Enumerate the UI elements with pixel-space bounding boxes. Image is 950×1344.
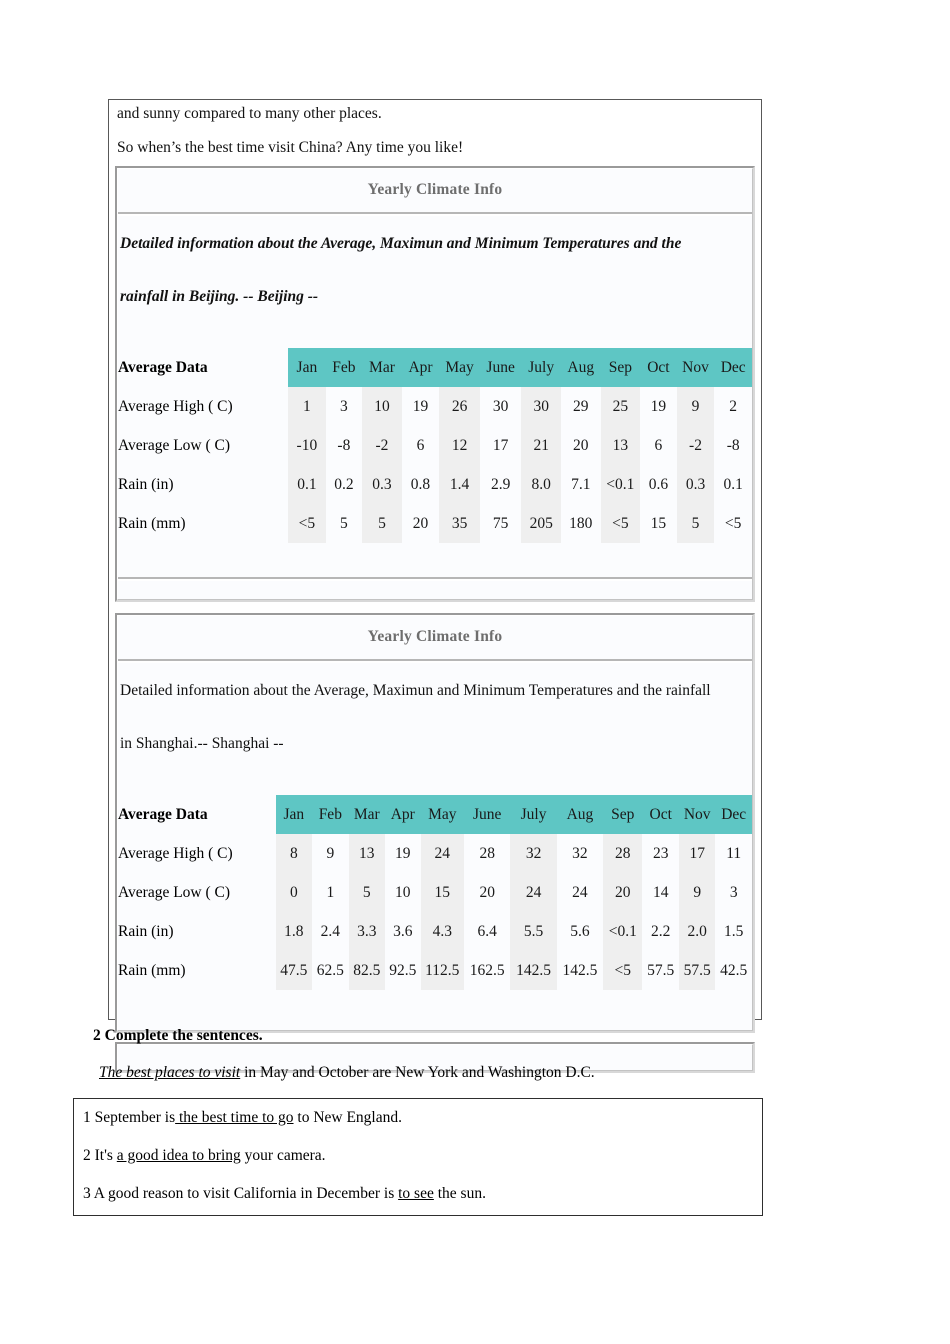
cell-avg-high-mar-beijing: 10 bbox=[362, 387, 402, 426]
cell-rain-mm-sep-shanghai: <5 bbox=[603, 951, 642, 990]
cell-avg-low-oct-beijing: 6 bbox=[654, 436, 663, 454]
cell-rain-mm-apr-shanghai: 92.5 bbox=[389, 961, 417, 979]
cell-rain-mm-may-beijing: 35 bbox=[439, 504, 480, 543]
cell-rain-mm-jan-shanghai: 47.5 bbox=[276, 951, 312, 990]
cell-avg-high-july-shanghai: 32 bbox=[510, 834, 556, 873]
cell-avg-high-apr-beijing: 19 bbox=[412, 397, 429, 415]
climate-table-beijing bbox=[118, 348, 752, 543]
cell-rain-mm-july-beijing: 205 bbox=[521, 504, 561, 543]
cell-avg-low-june-beijing: 17 bbox=[492, 436, 509, 454]
month-header-may-beijing: May bbox=[439, 348, 480, 387]
cell-avg-high-july-beijing: 30 bbox=[521, 387, 561, 426]
month-header-aug-shanghai: Aug bbox=[557, 795, 603, 834]
month-header-mar-beijing: Mar bbox=[362, 348, 402, 387]
row-label-header-beijing: Average Data bbox=[118, 358, 208, 376]
cell-rain-mm-aug-beijing: 180 bbox=[569, 514, 593, 532]
cell-avg-low-may-shanghai: 15 bbox=[421, 873, 464, 912]
month-header-oct-beijing: Oct bbox=[640, 348, 677, 387]
climate-widget-shanghai bbox=[115, 613, 755, 1033]
row-label-avg-low-beijing: Average Low ( C) bbox=[118, 436, 231, 454]
table-row bbox=[118, 873, 752, 912]
cell-rain-mm-oct-beijing: 15 bbox=[650, 514, 667, 532]
row-label-rain-mm-beijing: Rain (mm) bbox=[118, 514, 186, 532]
cell-avg-high-aug-beijing: 29 bbox=[573, 397, 589, 415]
description-spacer-shanghai bbox=[118, 769, 752, 795]
table-row bbox=[118, 504, 752, 543]
month-header-sep-shanghai: Sep bbox=[603, 795, 642, 834]
cell-avg-high-mar-shanghai: 13 bbox=[349, 834, 385, 873]
cell-rain-mm-apr-beijing: 20 bbox=[412, 514, 429, 532]
month-header-dec-beijing: Dec bbox=[714, 348, 752, 387]
cell-avg-low-sep-beijing: 13 bbox=[601, 426, 641, 465]
cell-avg-high-feb-beijing: 3 bbox=[340, 397, 348, 415]
row-label-avg-high-beijing: Average High ( C) bbox=[118, 397, 233, 415]
cell-avg-high-june-shanghai: 28 bbox=[479, 844, 495, 862]
table-row bbox=[118, 834, 752, 873]
cell-avg-high-dec-beijing: 2 bbox=[729, 397, 738, 415]
cell-rain-in-oct-beijing: 0.6 bbox=[648, 475, 669, 493]
month-header-feb-shanghai: Feb bbox=[312, 795, 348, 834]
item-number-3: 3 bbox=[83, 1185, 91, 1202]
exercise-example-answer: The best places to visit bbox=[99, 1064, 241, 1081]
cell-rain-in-feb-shanghai: 2.4 bbox=[320, 922, 340, 940]
item-answer-2: a good idea to bring bbox=[116, 1147, 241, 1164]
cell-rain-in-jan-shanghai: 1.8 bbox=[276, 912, 312, 951]
cell-avg-low-nov-beijing: -2 bbox=[677, 426, 715, 465]
climate-description-line2-shanghai: in Shanghai.-- Shanghai -- bbox=[120, 735, 284, 752]
cell-rain-mm-june-shanghai: 162.5 bbox=[469, 961, 505, 979]
climate-widget-beijing bbox=[115, 166, 755, 602]
month-header-june-beijing: June bbox=[480, 348, 522, 387]
row-label-header-shanghai: Average Data bbox=[118, 805, 208, 823]
cell-avg-low-jan-beijing: -10 bbox=[288, 426, 325, 465]
table-row bbox=[118, 951, 752, 990]
cell-rain-in-apr-beijing: 0.8 bbox=[410, 475, 431, 493]
cell-avg-low-apr-shanghai: 10 bbox=[395, 883, 411, 901]
cell-rain-in-july-shanghai: 5.5 bbox=[510, 912, 556, 951]
cell-avg-low-dec-shanghai: 3 bbox=[729, 883, 738, 901]
cell-rain-mm-feb-shanghai: 62.5 bbox=[316, 961, 344, 979]
month-header-feb-beijing: Feb bbox=[326, 348, 363, 387]
exercise-example bbox=[99, 1064, 595, 1082]
cell-rain-in-jan-beijing: 0.1 bbox=[288, 465, 325, 504]
intro-paragraph-1: and sunny compared to many other places. bbox=[117, 105, 382, 122]
item-text-before-2: It's bbox=[94, 1147, 117, 1164]
table-bottom-spacer-beijing bbox=[118, 543, 752, 577]
climate-widget-inner-shanghai bbox=[117, 615, 753, 1031]
row-label-avg-low-shanghai: Average Low ( C) bbox=[118, 883, 231, 901]
cell-rain-mm-mar-shanghai: 82.5 bbox=[349, 951, 385, 990]
cell-rain-in-june-shanghai: 6.4 bbox=[477, 922, 497, 940]
table-header-row-shanghai bbox=[118, 795, 752, 834]
cell-rain-in-apr-shanghai: 3.6 bbox=[393, 922, 413, 940]
month-header-apr-beijing: Apr bbox=[402, 348, 440, 387]
exercise-answers-box bbox=[73, 1098, 763, 1216]
cell-rain-in-dec-beijing: 0.1 bbox=[723, 475, 743, 493]
list-item bbox=[74, 1175, 762, 1213]
cell-rain-in-dec-shanghai: 1.5 bbox=[724, 922, 744, 940]
cell-rain-in-nov-beijing: 0.3 bbox=[677, 465, 715, 504]
cell-avg-high-oct-shanghai: 23 bbox=[652, 844, 669, 862]
month-header-june-shanghai: June bbox=[464, 795, 510, 834]
cell-rain-in-feb-beijing: 0.2 bbox=[334, 475, 354, 493]
month-header-dec-shanghai: Dec bbox=[715, 795, 752, 834]
cell-avg-high-nov-beijing: 9 bbox=[677, 387, 715, 426]
climate-description-line1-beijing: Detailed information about the Average, Maximun and Minimum Temperatures and the bbox=[120, 235, 682, 252]
cell-avg-low-may-beijing: 12 bbox=[439, 426, 480, 465]
cell-avg-low-dec-beijing: -8 bbox=[726, 436, 740, 454]
cell-avg-low-aug-shanghai: 24 bbox=[572, 883, 588, 901]
month-header-jan-beijing: Jan bbox=[288, 348, 325, 387]
row-label-rain-in-shanghai: Rain (in) bbox=[118, 922, 174, 940]
cell-avg-low-oct-shanghai: 14 bbox=[652, 883, 669, 901]
cell-rain-mm-dec-shanghai: 42.5 bbox=[720, 961, 748, 979]
exercise-example-rest: in May and October are New York and Washington D.C. bbox=[240, 1064, 595, 1081]
item-answer-3: to see bbox=[398, 1185, 434, 1202]
table-row bbox=[118, 387, 752, 426]
cell-rain-in-nov-shanghai: 2.0 bbox=[679, 912, 715, 951]
cell-avg-low-mar-shanghai: 5 bbox=[349, 873, 385, 912]
month-header-mar-shanghai: Mar bbox=[349, 795, 385, 834]
cell-avg-low-nov-shanghai: 9 bbox=[679, 873, 715, 912]
cell-avg-low-july-beijing: 21 bbox=[521, 426, 561, 465]
table-bottom-spacer-shanghai bbox=[118, 990, 752, 1030]
table-row bbox=[118, 465, 752, 504]
climate-widget-title-beijing: Yearly Climate Info bbox=[367, 181, 503, 198]
cell-rain-in-aug-beijing: 7.1 bbox=[571, 475, 591, 493]
cell-avg-high-may-shanghai: 24 bbox=[421, 834, 464, 873]
cell-rain-mm-dec-beijing: <5 bbox=[724, 514, 742, 532]
cell-rain-mm-nov-shanghai: 57.5 bbox=[679, 951, 715, 990]
cell-rain-in-aug-shanghai: 5.6 bbox=[570, 922, 590, 940]
cell-avg-low-aug-beijing: 20 bbox=[573, 436, 589, 454]
climate-description-line2-beijing: rainfall in Beijing. -- Beijing -- bbox=[120, 288, 319, 305]
widget-bottom-spacer-beijing bbox=[118, 581, 752, 599]
cell-avg-low-jan-shanghai: 0 bbox=[276, 873, 312, 912]
cell-rain-in-mar-beijing: 0.3 bbox=[362, 465, 402, 504]
row-label-rain-in-beijing: Rain (in) bbox=[118, 475, 174, 493]
cell-avg-high-jan-shanghai: 8 bbox=[276, 834, 312, 873]
cell-rain-in-oct-shanghai: 2.2 bbox=[651, 922, 671, 940]
cell-avg-low-feb-shanghai: 1 bbox=[326, 883, 335, 901]
month-header-july-beijing: July bbox=[521, 348, 561, 387]
cell-rain-mm-oct-shanghai: 57.5 bbox=[647, 961, 675, 979]
month-header-aug-beijing: Aug bbox=[561, 348, 601, 387]
climate-document-frame bbox=[108, 99, 762, 1020]
climate-widget-inner-beijing bbox=[117, 168, 753, 600]
row-label-rain-mm-shanghai: Rain (mm) bbox=[118, 961, 186, 979]
item-text-before-3: A good reason to visit California in December is bbox=[93, 1185, 399, 1202]
item-text-after-3: the sun. bbox=[433, 1185, 486, 1202]
cell-avg-high-oct-beijing: 19 bbox=[650, 397, 667, 415]
item-number-1: 1 bbox=[83, 1109, 91, 1126]
month-header-apr-shanghai: Apr bbox=[385, 795, 421, 834]
item-number-2: 2 bbox=[83, 1147, 91, 1164]
cell-rain-mm-aug-shanghai: 142.5 bbox=[562, 961, 598, 979]
cell-avg-high-may-beijing: 26 bbox=[439, 387, 480, 426]
cell-rain-in-june-beijing: 2.9 bbox=[490, 475, 511, 493]
cell-rain-in-sep-shanghai: <0.1 bbox=[603, 912, 642, 951]
cell-avg-low-feb-beijing: -8 bbox=[337, 436, 351, 454]
intro-paragraph-2: So when’s the best time visit China? Any time you like! bbox=[117, 138, 464, 156]
month-header-oct-shanghai: Oct bbox=[642, 795, 678, 834]
cell-rain-mm-feb-beijing: 5 bbox=[340, 514, 348, 532]
exercise-heading: 2 Complete the sentences. bbox=[93, 1027, 263, 1044]
month-header-sep-beijing: Sep bbox=[601, 348, 641, 387]
cell-rain-in-may-shanghai: 4.3 bbox=[421, 912, 464, 951]
row-label-avg-high-shanghai: Average High ( C) bbox=[118, 844, 233, 862]
climate-widget-title-shanghai: Yearly Climate Info bbox=[367, 628, 503, 645]
table-row bbox=[118, 912, 752, 951]
cell-rain-mm-sep-beijing: <5 bbox=[601, 504, 641, 543]
table-header-row-beijing bbox=[118, 348, 752, 387]
cell-avg-high-dec-shanghai: 11 bbox=[726, 844, 742, 862]
cell-avg-low-mar-beijing: -2 bbox=[362, 426, 402, 465]
month-header-nov-beijing: Nov bbox=[677, 348, 715, 387]
cell-rain-mm-mar-beijing: 5 bbox=[362, 504, 402, 543]
table-row bbox=[118, 426, 752, 465]
cell-rain-in-sep-beijing: <0.1 bbox=[601, 465, 641, 504]
month-header-nov-shanghai: Nov bbox=[679, 795, 715, 834]
item-answer-1: the best time to go bbox=[175, 1109, 294, 1126]
cell-avg-high-sep-beijing: 25 bbox=[601, 387, 641, 426]
cell-avg-high-aug-shanghai: 32 bbox=[572, 844, 588, 862]
cell-rain-in-mar-shanghai: 3.3 bbox=[349, 912, 385, 951]
cell-avg-high-apr-shanghai: 19 bbox=[395, 844, 411, 862]
cell-rain-in-may-beijing: 1.4 bbox=[439, 465, 480, 504]
cell-rain-mm-may-shanghai: 112.5 bbox=[421, 951, 464, 990]
cell-avg-high-sep-shanghai: 28 bbox=[603, 834, 642, 873]
cell-avg-high-june-beijing: 30 bbox=[492, 397, 509, 415]
cell-avg-low-apr-beijing: 6 bbox=[416, 436, 425, 454]
cell-avg-high-nov-shanghai: 17 bbox=[679, 834, 715, 873]
climate-description-line1-shanghai: Detailed information about the Average, Maximun and Minimum Temperatures and the rainfall bbox=[120, 682, 711, 699]
cell-avg-low-sep-shanghai: 20 bbox=[603, 873, 642, 912]
month-header-jan-shanghai: Jan bbox=[276, 795, 312, 834]
cell-rain-mm-jan-beijing: <5 bbox=[288, 504, 325, 543]
cell-rain-mm-july-shanghai: 142.5 bbox=[510, 951, 556, 990]
item-text-before-1: September is bbox=[94, 1109, 176, 1126]
climate-table-shanghai bbox=[118, 795, 752, 990]
description-spacer-beijing bbox=[118, 322, 752, 348]
list-item bbox=[74, 1137, 762, 1175]
cell-rain-in-july-beijing: 8.0 bbox=[521, 465, 561, 504]
cell-avg-high-feb-shanghai: 9 bbox=[326, 844, 335, 862]
cell-avg-low-june-shanghai: 20 bbox=[479, 883, 495, 901]
cell-rain-mm-nov-beijing: 5 bbox=[677, 504, 715, 543]
item-text-after-2: your camera. bbox=[240, 1147, 326, 1164]
month-header-july-shanghai: July bbox=[510, 795, 556, 834]
cell-avg-high-jan-beijing: 1 bbox=[288, 387, 325, 426]
list-item bbox=[74, 1099, 762, 1137]
cell-rain-mm-june-beijing: 75 bbox=[492, 514, 509, 532]
cell-avg-low-july-shanghai: 24 bbox=[510, 873, 556, 912]
item-text-after-1: to New England. bbox=[293, 1109, 402, 1126]
month-header-may-shanghai: May bbox=[421, 795, 464, 834]
